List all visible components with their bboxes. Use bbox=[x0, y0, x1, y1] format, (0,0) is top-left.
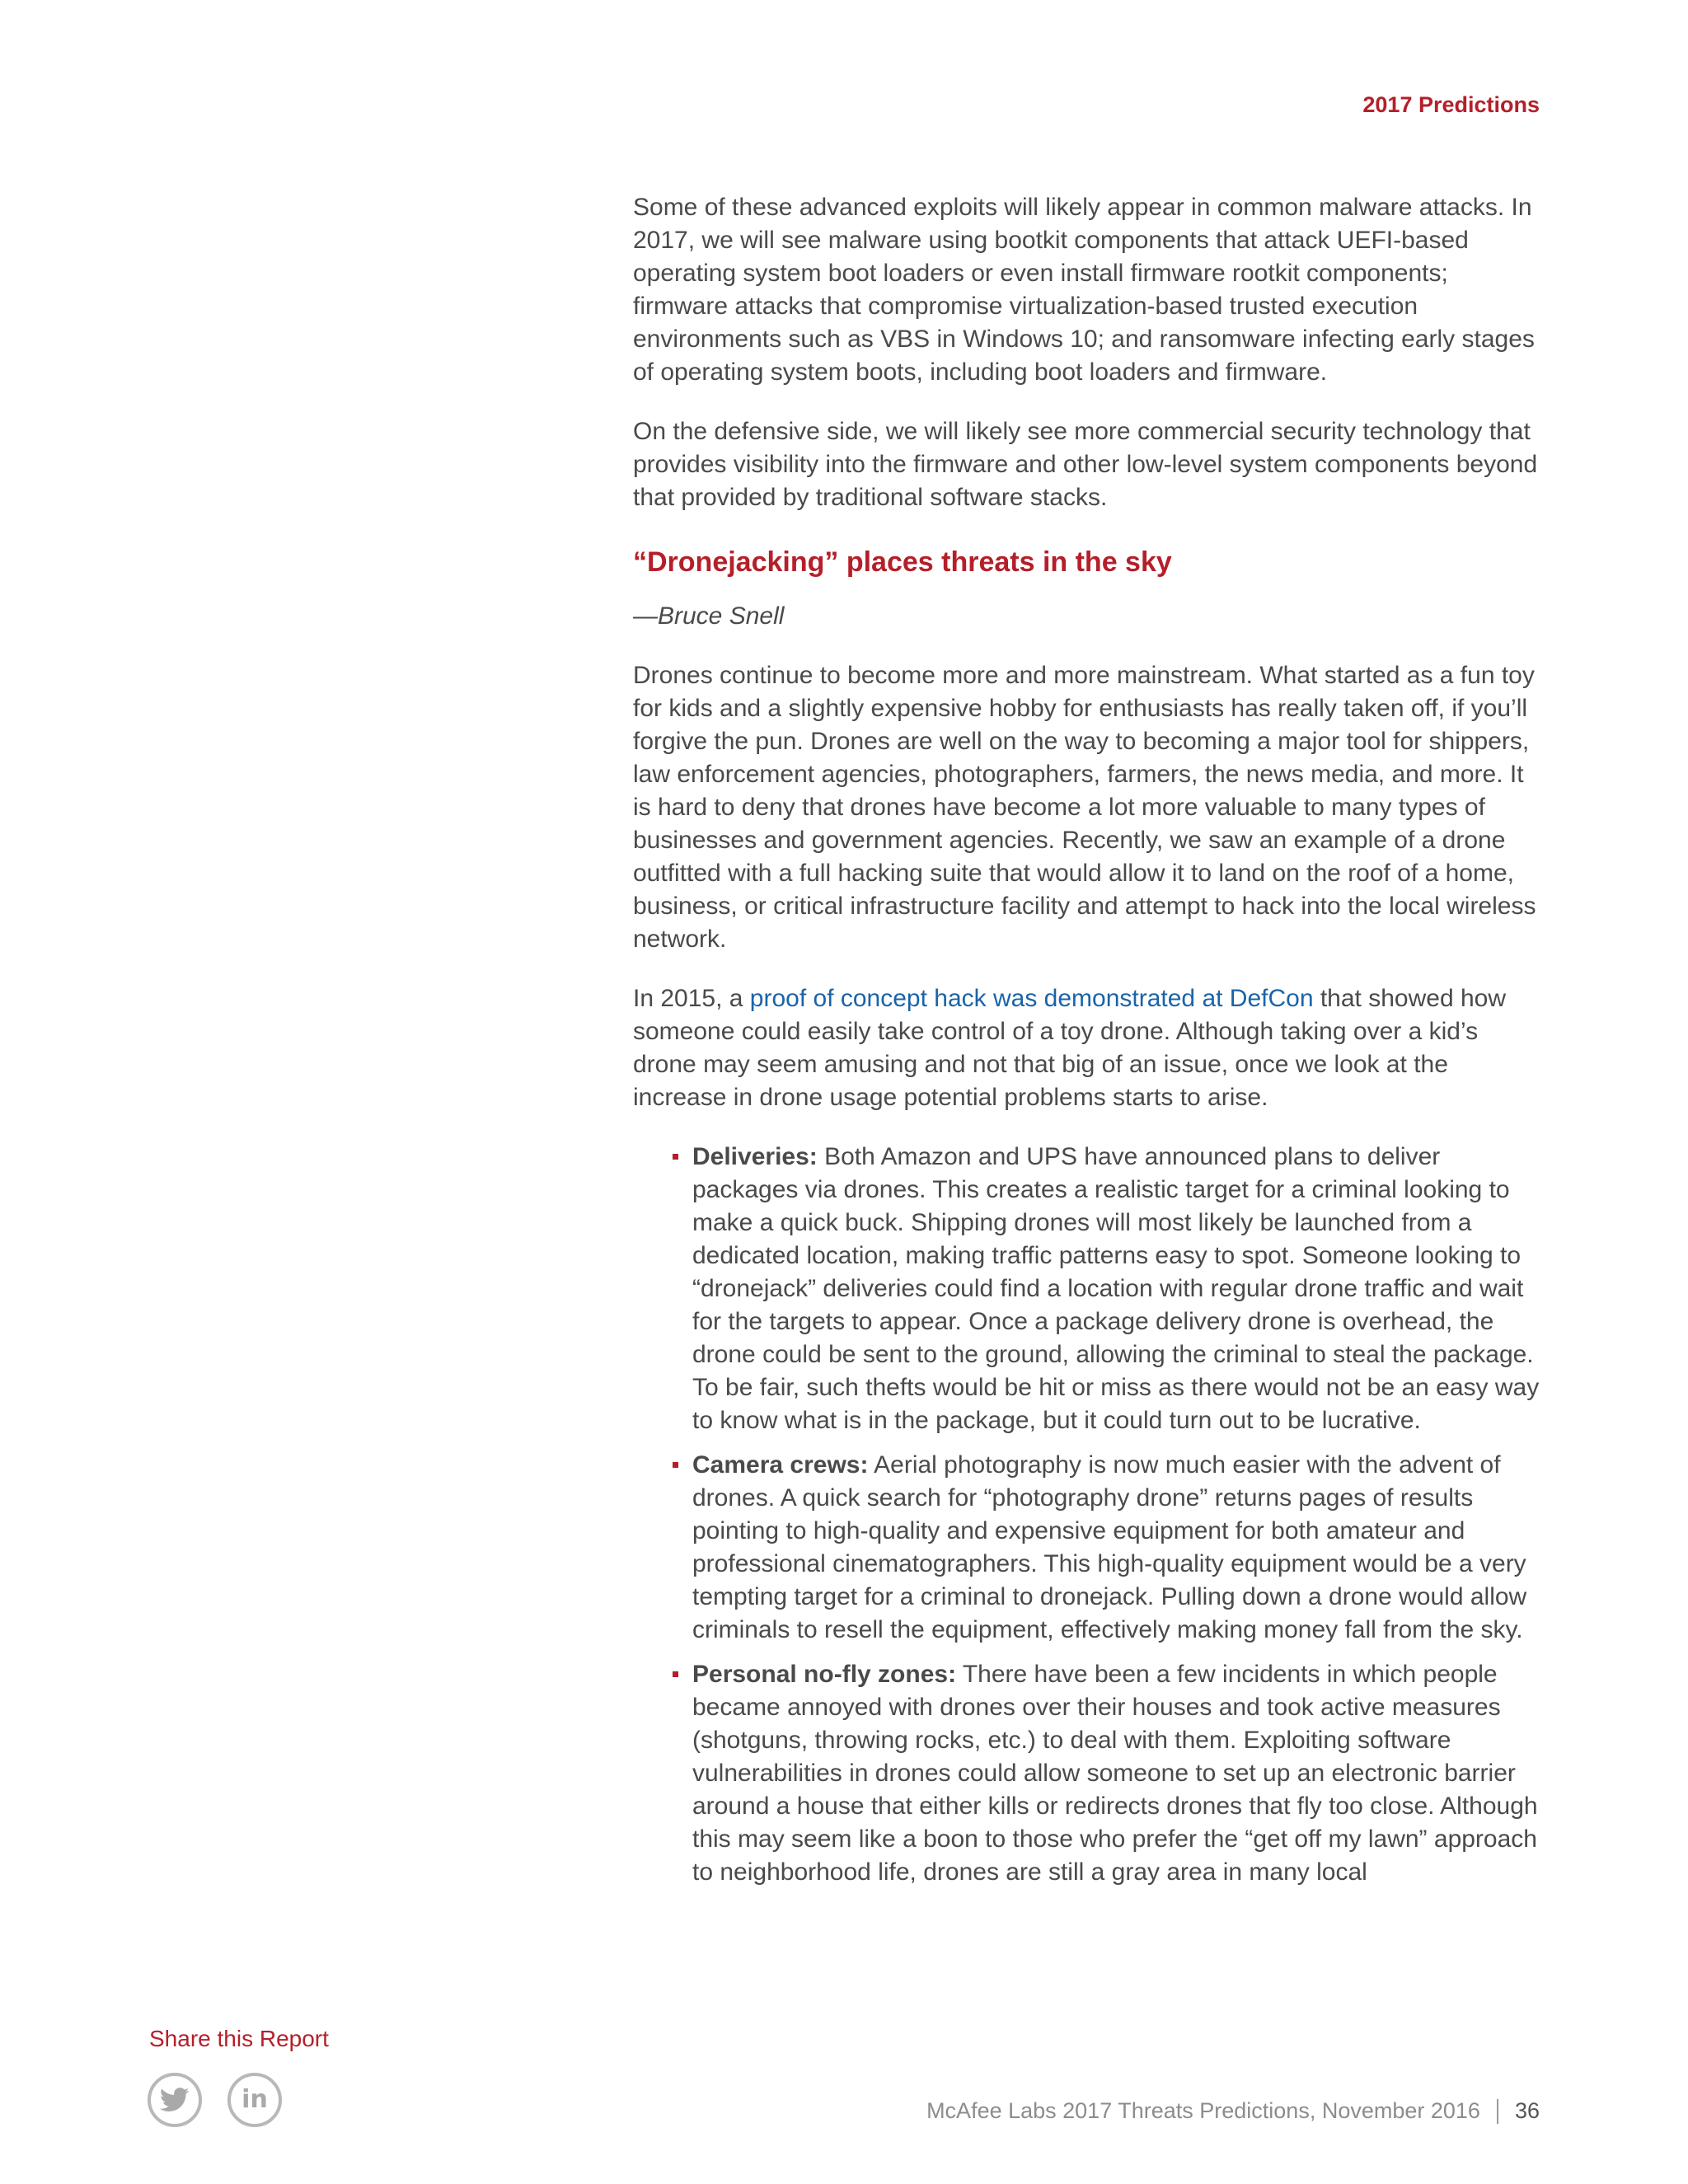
article-body bbox=[633, 191, 1548, 1900]
paragraph-drones-mainstream: Drones continue to become more and more mainstream. What started as a fun toy for kids and a slightly expensive hobby for enthusiasts has really taken off, if you’ll forgive the pun. Drones are well on the way to becoming a major tool for shippers, law enforcement agencies, photographers, farmers, the news media, and more. It is hard to deny that drones have become a lot more valuable to many types of businesses and government agencies. Recently, we saw an example of a drone outfitted with a full hacking suite that would allow it to land on the roof of a home, business, or critical infrastructure facility and attempt to hack into the local wireless network. bbox=[633, 662, 1536, 953]
bullet-marker bbox=[673, 1154, 678, 1160]
page-number: 36 bbox=[1514, 2098, 1540, 2123]
page-footer bbox=[926, 2098, 1540, 2124]
twitter-bird-icon bbox=[160, 2088, 190, 2112]
author-byline: —Bruce Snell bbox=[633, 602, 785, 630]
running-title: 2017 Predictions bbox=[1362, 92, 1540, 117]
list-item-term: Camera crews: bbox=[692, 1451, 869, 1479]
paragraph-exploits: Some of these advanced exploits will likely appear in common malware attacks. In 2017, we will see malware using bootkit components that attack UEFI-based operating system boot loaders or even install firmware rootkit components; firmware attacks that compromise virtualization-based trusted execution environments such as VBS in Windows 10; and ransomware infecting early stages of operating system boots, including boot loaders and firmware. bbox=[633, 194, 1535, 386]
linkedin-share-button[interactable] bbox=[227, 2073, 282, 2127]
list-item-term: Personal no-fly zones: bbox=[692, 1661, 957, 1688]
section-heading: “Dronejacking” places threats in the sky bbox=[633, 546, 1172, 578]
list-item-text: Aerial photography is now much easier with the advent of drones. A quick search for “photography drone” returns pages of results pointing to high-quality and expensive equipment for both amateur and professional cinematographers. This high-quality equipment would be a very tempting target for a criminal to dronejack. Pulling down a drone would allow criminals to resell the equipment, effectively making money fall from the sky. bbox=[692, 1451, 1527, 1643]
bullet-marker bbox=[673, 1671, 678, 1677]
list-item-deliveries bbox=[692, 1141, 1548, 1437]
paragraph-defcon bbox=[633, 982, 1548, 1114]
defcon-text-after: that showed how someone could easily take control of a toy drone. Although taking over a kid’s drone may seem amusing and not that big of an issue, once we look at the increase in drone usage potential problems starts to arise. bbox=[633, 985, 1506, 1111]
drone-threat-list bbox=[633, 1141, 1548, 1889]
list-item-term: Deliveries: bbox=[692, 1143, 818, 1170]
defcon-text-before: In 2015, a bbox=[633, 985, 750, 1012]
linkedin-icon: in bbox=[241, 2085, 268, 2114]
defcon-link[interactable]: proof of concept hack was demonstrated at DefCon bbox=[749, 985, 1314, 1012]
share-report-label: Share this Report bbox=[149, 2026, 329, 2051]
bullet-marker bbox=[673, 1462, 678, 1468]
twitter-share-button[interactable] bbox=[148, 2073, 202, 2127]
publication-title: McAfee Labs 2017 Threats Predictions, November 2016 bbox=[926, 2098, 1480, 2123]
list-item-text: There have been a few incidents in which people became annoyed with drones over their houses and took active measures (shotguns, throwing rocks, etc.) to deal with them. Exploiting software vulnerabilities in drones could allow someone to set up an electronic barrier around a house that either kills or redirects drones that fly too close. Although this may seem like a boon to those who prefer the “get off my lawn” approach to neighborhood life, drones are still a gray area in many local bbox=[692, 1661, 1538, 1886]
paragraph-defensive: On the defensive side, we will likely see more commercial security technology that provides visibility into the firmware and other low-level system components beyond that provided by traditional software stacks. bbox=[633, 418, 1538, 511]
list-item-text: Both Amazon and UPS have announced plans to deliver packages via drones. This creates a realistic target for a criminal looking to make a quick buck. Shipping drones will most likely be launched from a dedicated location, making traffic patterns easy to spot. Someone looking to “dronejack” deliveries could find a location with regular drone traffic and wait for the targets to appear. Once a package delivery drone is overhead, the drone could be sent to the ground, allowing the criminal to steal the package. To be fair, such thefts would be hit or miss as there would not be an easy way to know what is in the package, but it could turn out to be lucrative. bbox=[692, 1143, 1540, 1434]
footer-divider bbox=[1497, 2099, 1498, 2124]
list-item-no-fly-zones bbox=[692, 1658, 1548, 1889]
list-item-camera-crews bbox=[692, 1449, 1548, 1647]
